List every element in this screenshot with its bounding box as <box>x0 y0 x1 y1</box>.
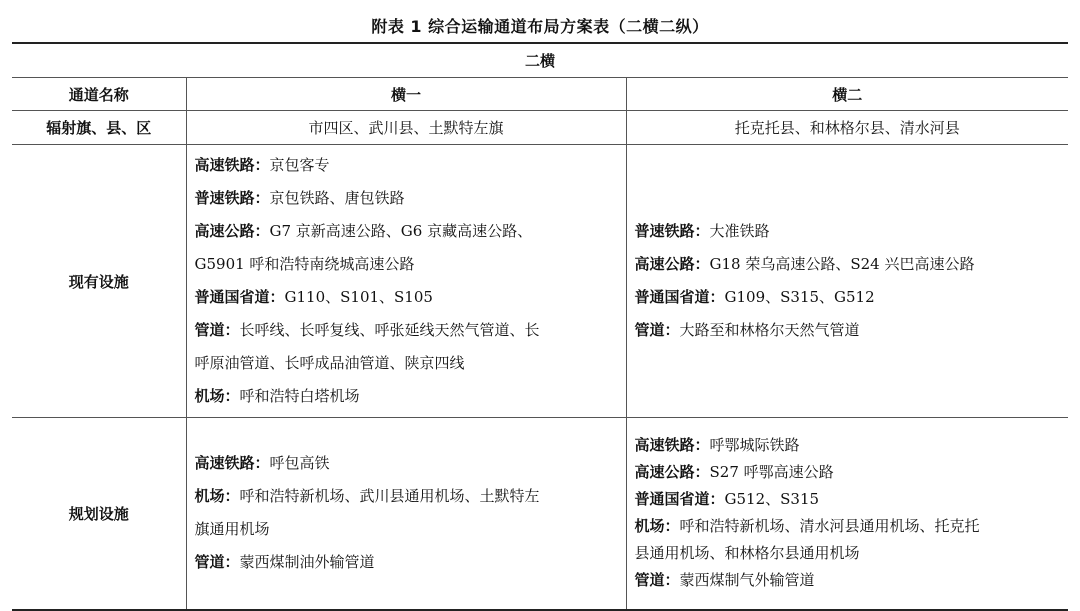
facility-line <box>635 432 1061 459</box>
facility-value: G109、S315、G512 <box>724 288 875 306</box>
facility-line <box>195 447 618 480</box>
facility-category: 高速公路： <box>194 222 270 240</box>
facility-category: 普通国省道： <box>194 288 285 306</box>
facility-category: 高速铁路： <box>194 156 270 174</box>
facility-line <box>195 314 618 347</box>
facility-value: 县通用机场、和林格尔县通用机场 <box>634 544 860 563</box>
facility-line <box>195 248 618 281</box>
facility-line <box>635 567 1061 594</box>
facility-line <box>635 314 1061 347</box>
planned-col2 <box>626 418 1068 610</box>
facility-line <box>195 182 618 215</box>
facility-value: 京包客专 <box>269 156 330 174</box>
radiate-row <box>12 111 1068 145</box>
header-name: 通道名称 <box>12 78 186 111</box>
corridor-table <box>12 42 1068 611</box>
facility-value: S27 呼鄂高速公路 <box>709 463 834 482</box>
facility-value: G18 荣乌高速公路、S24 兴巴高速公路 <box>709 255 975 273</box>
facility-value: 旗通用机场 <box>194 520 270 539</box>
facility-value: G110、S101、S105 <box>284 288 433 306</box>
facility-line <box>195 281 618 314</box>
facility-value: G7 京新高速公路、G6 京藏高速公路、 <box>269 222 533 240</box>
facility-line <box>195 215 618 248</box>
facility-category: 机场： <box>194 387 240 405</box>
facility-value: 大准铁路 <box>709 222 770 240</box>
facility-category: 普速铁路： <box>194 189 270 207</box>
facility-line <box>195 546 618 579</box>
facility-category: 高速公路： <box>634 255 710 273</box>
facility-value: 长呼线、长呼复线、呼张延线天然气管道、长 <box>239 321 540 339</box>
facility-line <box>635 215 1061 248</box>
existing-label: 现有设施 <box>12 145 186 418</box>
facility-line <box>635 248 1061 281</box>
facility-category: 机场： <box>634 517 680 536</box>
header-row <box>12 78 1068 111</box>
facility-value: 呼和浩特新机场、武川县通用机场、土默特左 <box>239 487 540 506</box>
facility-line <box>635 486 1061 513</box>
facility-value: 京包铁路、唐包铁路 <box>269 189 405 207</box>
planned-row <box>12 418 1068 610</box>
facility-value: 呼原油管道、长呼成品油管道、陕京四线 <box>194 354 465 372</box>
facility-category: 高速公路： <box>634 463 710 482</box>
existing-col1 <box>186 145 626 418</box>
facility-line <box>635 540 1061 567</box>
facility-value: 蒙西煤制油外输管道 <box>239 553 375 572</box>
existing-col2 <box>626 145 1068 418</box>
facility-category: 机场： <box>194 487 240 506</box>
facility-line <box>195 480 618 513</box>
facility-line <box>195 149 618 182</box>
facility-category: 管道： <box>634 321 680 339</box>
facility-category: 普通国省道： <box>634 490 725 509</box>
facility-category: 高速铁路： <box>634 436 710 455</box>
facility-line <box>195 347 618 380</box>
planned-label: 规划设施 <box>12 418 186 610</box>
facility-line <box>195 380 618 413</box>
facility-category: 管道： <box>194 321 240 339</box>
facility-category: 普速铁路： <box>634 222 710 240</box>
facility-value: 呼和浩特白塔机场 <box>239 387 360 405</box>
facility-value: 呼鄂城际铁路 <box>709 436 800 455</box>
radiate-label: 辐射旗、县、区 <box>12 111 186 145</box>
facility-line <box>635 513 1061 540</box>
facility-value: G5901 呼和浩特南绕城高速公路 <box>194 255 415 273</box>
facility-value: 呼包高铁 <box>269 454 330 473</box>
facility-category: 高速铁路： <box>194 454 270 473</box>
facility-line <box>635 281 1061 314</box>
facility-value: G512、S315 <box>724 490 820 509</box>
table-caption: 附表 1 综合运输通道布局方案表（二横二纵） <box>371 17 709 36</box>
planned-col1 <box>186 418 626 610</box>
facility-category: 普通国省道： <box>634 288 725 306</box>
facility-value: 大路至和林格尔天然气管道 <box>679 321 860 339</box>
radiate-col2: 托克托县、和林格尔县、清水河县 <box>626 111 1068 145</box>
facility-value: 呼和浩特新机场、清水河县通用机场、托克托 <box>679 517 980 536</box>
facility-line <box>195 513 618 546</box>
facility-line <box>635 459 1061 486</box>
facility-category: 管道： <box>634 571 680 590</box>
facility-value: 蒙西煤制气外输管道 <box>679 571 815 590</box>
group-row <box>12 43 1068 78</box>
facility-category: 管道： <box>194 553 240 572</box>
group-header: 二横 <box>12 43 1068 78</box>
header-col2: 横二 <box>626 78 1068 111</box>
radiate-col1: 市四区、武川县、土默特左旗 <box>186 111 626 145</box>
existing-row <box>12 145 1068 418</box>
header-col1: 横一 <box>186 78 626 111</box>
